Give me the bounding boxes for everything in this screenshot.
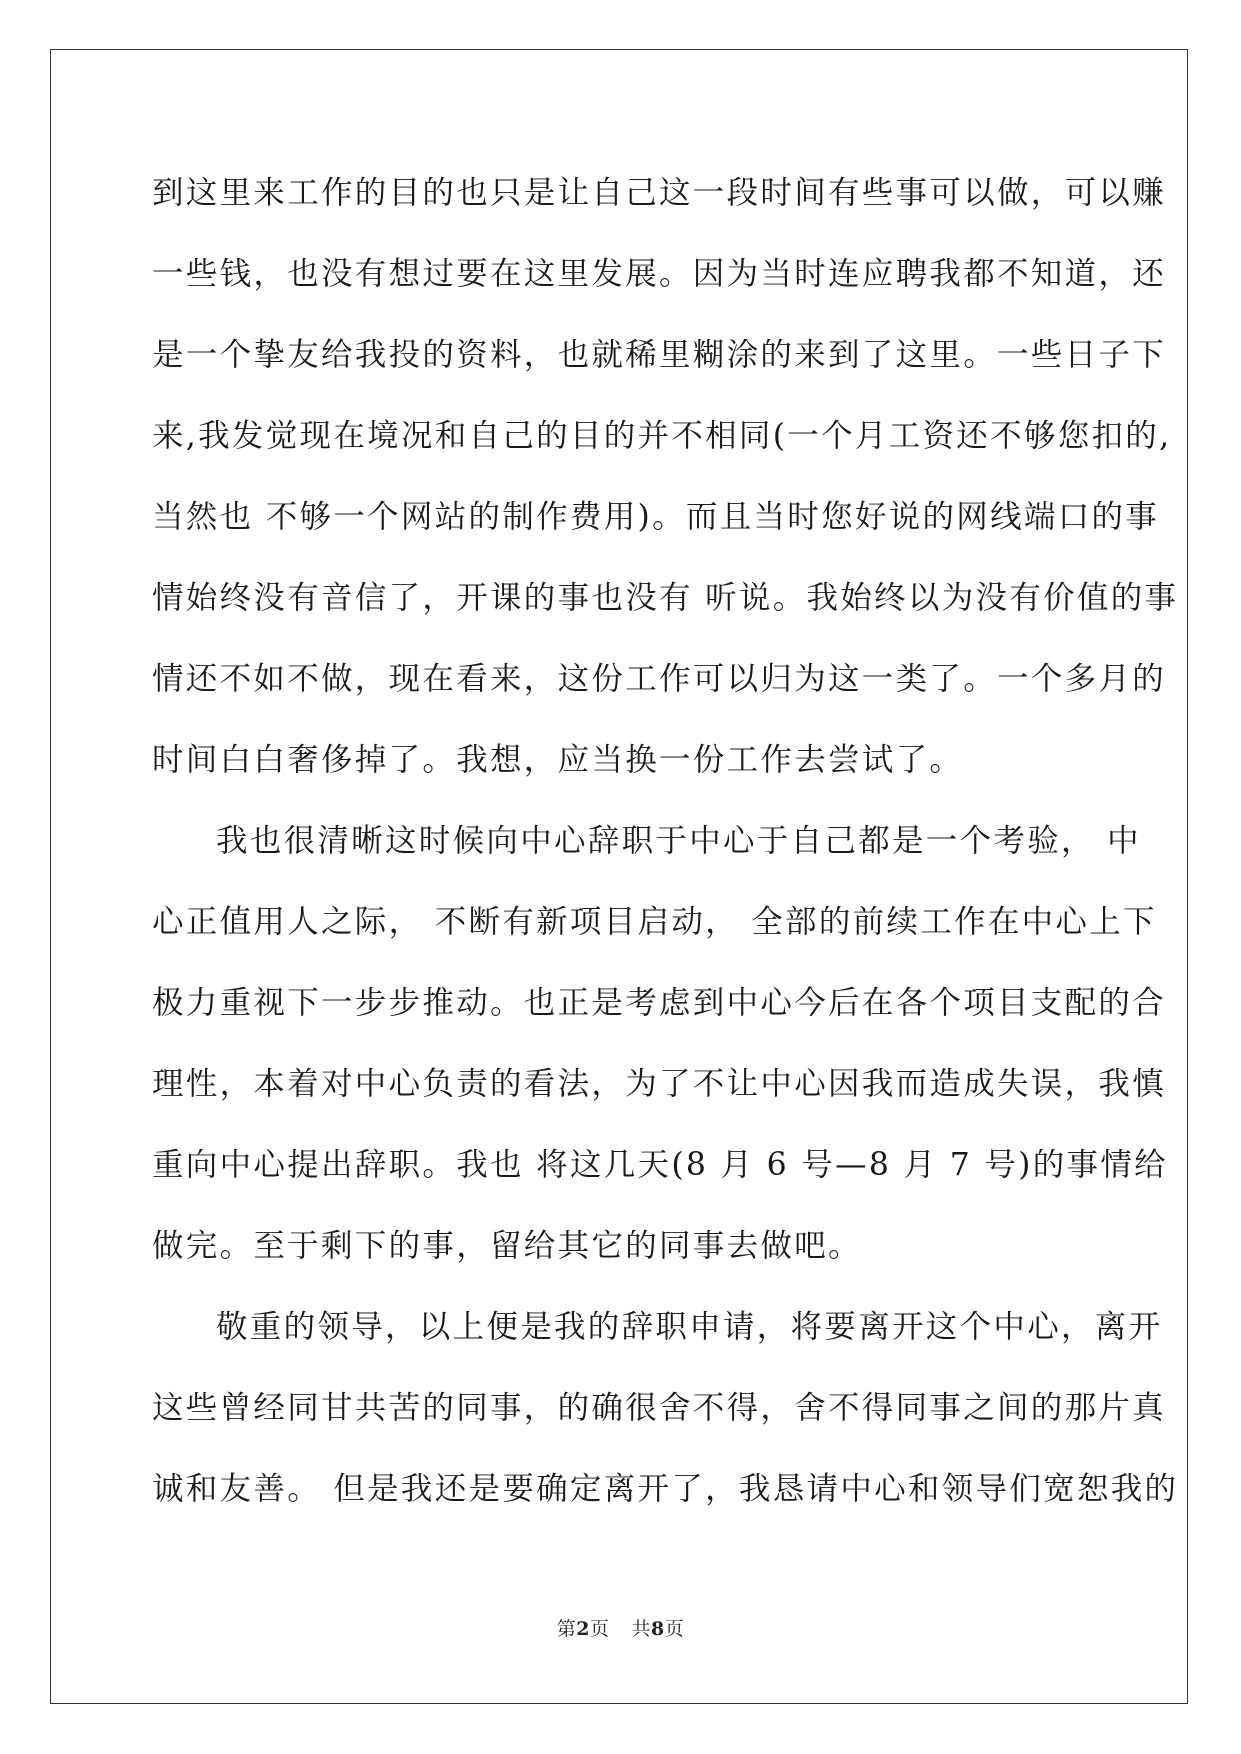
page-footer (0, 1614, 1241, 1641)
text-line-7: 情还不如不做，现在看来，这份工作可以归为这一类了。一个多月的 (152, 661, 1167, 697)
text-line-17: 诚和友善。 但是我还是要确定离开了，我恳请中心和领导们宽恕我的 (152, 1471, 1179, 1507)
total-suffix: 页 (664, 1618, 685, 1640)
text-line-3: 是一个挚友给我投的资料，也就稀里糊涂的来到了这里。一些日子下 (152, 337, 1167, 373)
text-line-9: 我也很清晰这时候向中心辞职于中心于自己都是一个考验， 中 (216, 823, 1141, 859)
document-body (152, 161, 1179, 1538)
text-line-8: 时间白白奢侈掉了。我想，应当换一份工作去尝试了。 (152, 742, 964, 778)
total-pages: 8 (651, 1618, 665, 1640)
text-line-14: 做完。至于剩下的事，留给其它的同事去做吧。 (152, 1228, 862, 1264)
page-prefix: 第 (556, 1618, 577, 1640)
text-line-2: 一些钱，也没有想过要在这里发展。因为当时连应聘我都不知道，还 (152, 256, 1167, 292)
text-line-6: 情始终没有音信了，开课的事也没有 听说。我始终以为没有价值的事 (152, 580, 1179, 616)
page-number: 2 (576, 1618, 590, 1640)
text-line-11: 极力重视下一步步推动。也正是考虑到中心今后在各个项目支配的合 (152, 985, 1167, 1021)
text-line-16: 这些曾经同甘共苦的同事，的确很舍不得，舍不得同事之间的那片真 (152, 1390, 1167, 1426)
text-line-13: 重向中心提出辞职。我也 将这几天(8 月 6 号—8 月 7 号)的事情给 (152, 1147, 1168, 1183)
text-line-12: 理性，本着对中心负责的看法，为了不让中心因我而造成失误，我慎 (152, 1066, 1167, 1102)
page-suffix: 页 (589, 1618, 610, 1640)
text-line-5: 当然也 不够一个网站的制作费用)。而且当时您好说的网线端口的事 (152, 499, 1160, 535)
total-prefix: 共 (631, 1618, 652, 1640)
text-line-4: 来,我发觉现在境况和自己的目的并不相同(一个月工资还不够您扣的, (152, 418, 1172, 454)
text-line-10: 心正值用人之际， 不断有新项目启动， 全部的前续工作在中心上下 (152, 904, 1157, 940)
text-line-15: 敬重的领导，以上便是我的辞职申请，将要离开这个中心，离开 (216, 1309, 1163, 1345)
text-line-1: 到这里来工作的目的也只是让自己这一段时间有些事可以做，可以赚 (152, 175, 1167, 211)
